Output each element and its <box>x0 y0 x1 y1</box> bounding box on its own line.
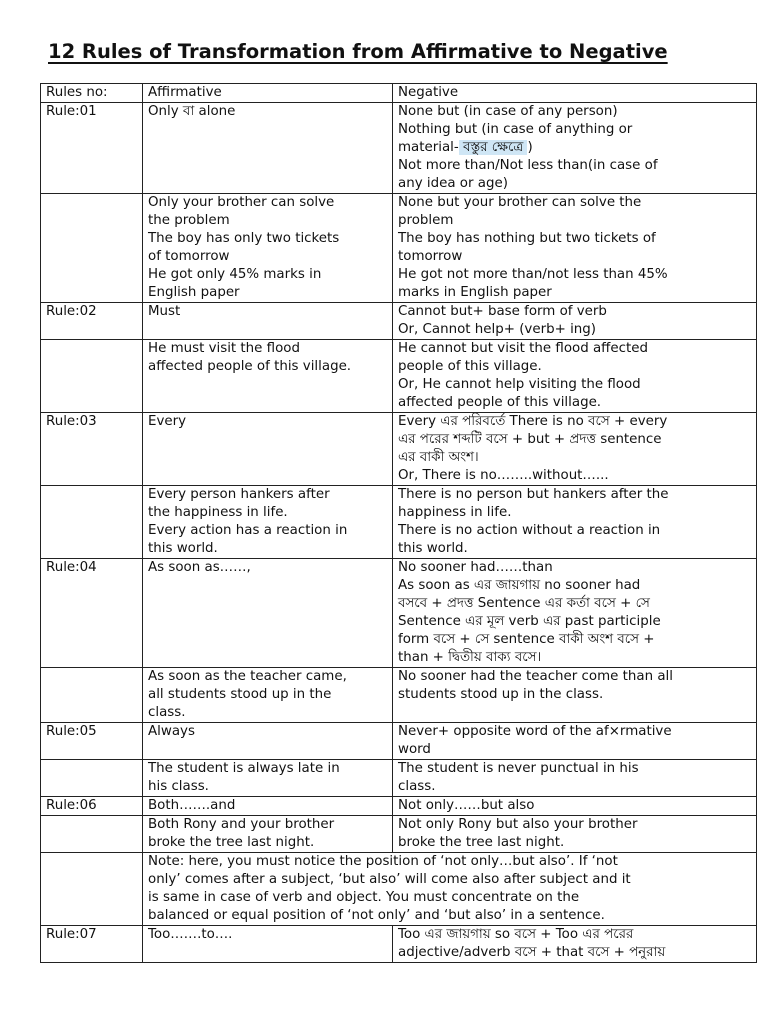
negative-cell: Cannot but+ base form of verb Or, Cannot help+ (verb+ ing) <box>393 303 757 340</box>
table-row <box>41 103 757 194</box>
rule-number-cell <box>41 760 143 797</box>
affirmative-cell: Too…….to…. <box>143 926 393 963</box>
rule-number-cell <box>41 340 143 413</box>
highlighted-text: বস্তুর ক্ষেত্রে <box>458 140 528 155</box>
negative-cell: He cannot but visit the flood affected people of this village. Or, He cannot help visiting the flood affected people of this village. <box>393 340 757 413</box>
negative-cell: There is no person but hankers after the happiness in life. There is no action without a reaction in this world. <box>393 486 757 559</box>
table-row-example <box>41 760 757 797</box>
negative-cell: None but your brother can solve the problem The boy has nothing but two tickets of tomorrow He got not more than/not less than 45% marks in English paper <box>393 194 757 303</box>
affirmative-cell: Must <box>143 303 393 340</box>
rule-number-cell: Rule:01 <box>41 103 143 194</box>
rule-number-cell <box>41 486 143 559</box>
negative-cell: Not only……but also <box>393 797 757 816</box>
table-header-row <box>41 84 757 103</box>
affirmative-cell: He must visit the flood affected people of this village. <box>143 340 393 413</box>
note-cell: Note: here, you must notice the position of ‘not only…but also’. If ‘not only’ comes after a subject, ‘but also’ will come also after subject and it is same in case of verb and object. You must concentrate on the balanced or equal position of ‘not only’ and ‘but also’ in a sentence. <box>143 853 757 926</box>
affirmative-cell: Always <box>143 723 393 760</box>
negative-cell: Too এর জায়গায় so বসে + Too এর পরের adjective/adverb বসে + that বসে + পনুরায় <box>393 926 757 963</box>
table-row-example <box>41 340 757 413</box>
table-row <box>41 303 757 340</box>
table-row <box>41 559 757 668</box>
affirmative-cell: The student is always late in his class. <box>143 760 393 797</box>
affirmative-cell: As soon as the teacher came, all students stood up in the class. <box>143 668 393 723</box>
affirmative-cell: Both…….and <box>143 797 393 816</box>
rule-number-cell: Rule:02 <box>41 303 143 340</box>
page-title: 12 Rules of Transformation from Affirmative to Negative <box>48 40 668 63</box>
table-row-example <box>41 194 757 303</box>
negative-cell: Never+ opposite word of the af×rmative word <box>393 723 757 760</box>
table-row-example <box>41 668 757 723</box>
table-row <box>41 926 757 963</box>
header-negative-cell: Negative <box>393 84 757 103</box>
table-row <box>41 723 757 760</box>
rule-number-cell <box>41 853 143 926</box>
rules-table <box>40 83 757 963</box>
rule-number-cell: Rule:03 <box>41 413 143 486</box>
negative-cell: No sooner had the teacher come than all students stood up in the class. <box>393 668 757 723</box>
rule-number-cell: Rule:04 <box>41 559 143 668</box>
table-row-note <box>41 853 757 926</box>
affirmative-cell: As soon as……, <box>143 559 393 668</box>
negative-cell: None but (in case of any person) Nothing but (in case of anything or material- বস্তুর ক্ষেত্রে ) Not more than/Not less than(in case of any idea or age) <box>393 103 757 194</box>
header-rule-cell: Rules no: <box>41 84 143 103</box>
rule-number-cell: Rule:06 <box>41 797 143 816</box>
rule-number-cell <box>41 668 143 723</box>
table-row <box>41 413 757 486</box>
negative-cell: Not only Rony but also your brother broke the tree last night. <box>393 816 757 853</box>
affirmative-cell: Both Rony and your brother broke the tree last night. <box>143 816 393 853</box>
negative-cell: No sooner had……than As soon as এর জায়গায় no sooner had বসবে + প্রদত্ত Sentence এর কর্তা বসে + সে Sentence এর মূল verb এর past participle form বসে + সে sentence বাকী অংশ বসে + than + দ্বিতীয় বাক্য বসে। <box>393 559 757 668</box>
table-row-example <box>41 816 757 853</box>
negative-cell: The student is never punctual in his class. <box>393 760 757 797</box>
rule-number-cell: Rule:07 <box>41 926 143 963</box>
affirmative-cell: Every <box>143 413 393 486</box>
header-affirmative-cell: Affirmative <box>143 84 393 103</box>
rule-number-cell: Rule:05 <box>41 723 143 760</box>
rule-number-cell <box>41 194 143 303</box>
highlighted-line: material- বস্তুর ক্ষেত্রে ) <box>398 140 533 155</box>
affirmative-cell: Only your brother can solve the problem The boy has only two tickets of tomorrow He got only 45% marks in English paper <box>143 194 393 303</box>
table-row <box>41 797 757 816</box>
affirmative-cell: Only বা alone <box>143 103 393 194</box>
affirmative-cell: Every person hankers after the happiness in life. Every action has a reaction in this world. <box>143 486 393 559</box>
table-row-example <box>41 486 757 559</box>
rule-number-cell <box>41 816 143 853</box>
negative-cell: Every এর পরিবর্তে There is no বসে + every এর পরের শব্দটি বসে + but + প্রদত্ত sentence এর বাকী অংশ। Or, There is no……..without…... <box>393 413 757 486</box>
